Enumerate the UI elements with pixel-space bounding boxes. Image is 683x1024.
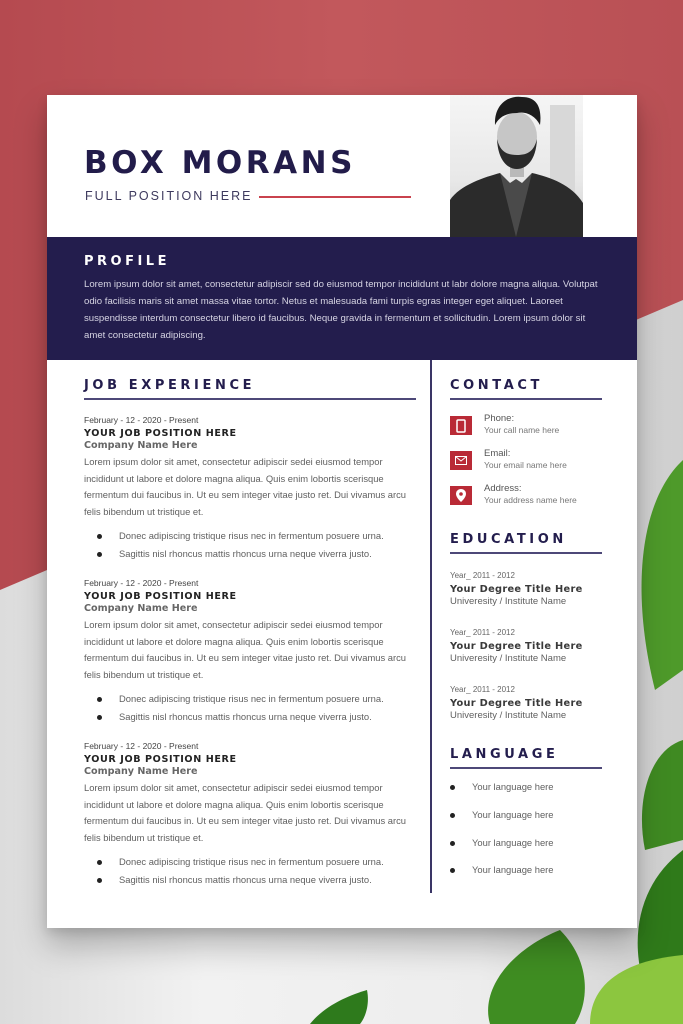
job-entry — [84, 741, 416, 889]
person-portrait-icon — [450, 95, 583, 237]
education-degree: Your Degree Title Here — [450, 641, 583, 652]
language-item: Your language here — [450, 836, 602, 850]
education-institution: Univeresity / Institute Name — [450, 710, 567, 721]
job-bullet: Donec adipiscing tristique risus nec in fermentum posuere urna. — [84, 853, 416, 871]
job-bullet: Sagittis nisl rhoncus mattis rhoncus urna neque viverra justo. — [84, 871, 416, 889]
language-list — [450, 780, 602, 877]
job-bullet: Sagittis nisl rhoncus mattis rhoncus urna neque viverra justo. — [84, 708, 416, 726]
education-degree: Your Degree Title Here — [450, 584, 583, 595]
education-section — [450, 532, 602, 721]
education-year: Year_ 2011 - 2012 — [450, 685, 515, 694]
education-entry — [450, 628, 602, 664]
contact-label: Phone: — [484, 413, 515, 424]
email-icon — [450, 451, 472, 470]
contact-heading: CONTACT — [450, 378, 602, 400]
job-bullets — [84, 527, 416, 563]
profile-photo — [450, 95, 583, 237]
job-entry — [84, 578, 416, 726]
job-date: February - 12 - 2020 - Present — [84, 415, 199, 425]
education-entry — [450, 685, 602, 721]
job-bullets — [84, 690, 416, 726]
contact-address — [450, 483, 602, 505]
language-item: Your language here — [450, 780, 602, 794]
candidate-position: FULL POSITION HERE — [85, 189, 253, 203]
experience-section — [84, 378, 416, 889]
language-heading: LANGUAGE — [450, 747, 602, 769]
education-entry — [450, 571, 602, 607]
job-title: YOUR JOB POSITION HERE — [84, 428, 237, 439]
job-description: Lorem ipsum dolor sit amet, consectetur adipiscir sedei eiusmod tempor incididunt ut labore et dolore magna aliqua. Quis enim lobortis scerisque fermentum dui faucibus in. Ut eu sem integer vitae justo ret. Dui vivamus arcu felis bibendum ut tristique et. — [84, 456, 407, 517]
education-year: Year_ 2011 - 2012 — [450, 628, 515, 637]
job-bullet: Donec adipiscing tristique risus nec in fermentum posuere urna. — [84, 690, 416, 708]
job-description: Lorem ipsum dolor sit amet, consectetur adipiscir sedei eiusmod tempor incididunt ut labore et dolore magna aliqua. Quis enim lobortis scerisque fermentum dui faucibus in. Ut eu sem integer vitae justo ret. Dui vivamus arcu felis bibendum ut tristique et. — [84, 782, 407, 843]
job-entry — [84, 415, 416, 563]
language-item: Your language here — [450, 808, 602, 822]
resume-page — [47, 95, 637, 928]
location-pin-icon — [450, 486, 472, 505]
job-date: February - 12 - 2020 - Present — [84, 578, 199, 588]
profile-text: Lorem ipsum dolor sit amet, consectetur adipiscir sed do eiusmod tempor incididunt ut labr dolore magna aliqua. Volutpat odio facilisis maris sit amet massa vitae tortor. Netus et malesuada fami turpis egras integer eget aliquet. Laoreet suspendisse interdum consectetur libero id faucibus. Neque gravida in fermentum et sollicitudin. Lorem ipsum dolor sit amet consectetur adipiscing. — [84, 279, 598, 341]
experience-heading: JOB EXPERIENCE — [84, 378, 416, 400]
education-year: Year_ 2011 - 2012 — [450, 571, 515, 580]
position-accent-line — [259, 196, 411, 198]
leaf-decoration-icon — [305, 990, 375, 1024]
job-bullets — [84, 853, 416, 889]
contact-email — [450, 448, 602, 470]
contact-label: Email: — [484, 448, 511, 459]
contact-label: Address: — [484, 483, 522, 494]
profile-section — [47, 237, 637, 360]
job-title: YOUR JOB POSITION HERE — [84, 591, 237, 602]
resume-header — [47, 95, 637, 237]
sidebar-column — [450, 378, 602, 891]
job-title: YOUR JOB POSITION HERE — [84, 754, 237, 765]
contact-value: Your call name here — [484, 425, 560, 435]
job-company: Company Name Here — [84, 603, 198, 614]
contact-value: Your address name here — [484, 495, 577, 505]
leaf-decoration-icon — [480, 930, 683, 1024]
contact-phone — [450, 413, 602, 435]
job-company: Company Name Here — [84, 440, 198, 451]
job-company: Company Name Here — [84, 766, 198, 777]
education-degree: Your Degree Title Here — [450, 698, 583, 709]
contact-section — [450, 378, 602, 505]
language-item: Your language here — [450, 863, 602, 877]
education-institution: Univeresity / Institute Name — [450, 653, 567, 664]
job-bullet: Donec adipiscing tristique risus nec in fermentum posuere urna. — [84, 527, 416, 545]
job-date: February - 12 - 2020 - Present — [84, 741, 199, 751]
column-divider — [430, 360, 432, 893]
education-heading: EDUCATION — [450, 532, 602, 554]
job-bullet: Sagittis nisl rhoncus mattis rhoncus urna neque viverra justo. — [84, 545, 416, 563]
phone-icon — [450, 416, 472, 435]
candidate-name: BOX MORANS — [84, 145, 356, 181]
contact-value: Your email name here — [484, 460, 567, 470]
profile-heading: PROFILE — [84, 254, 170, 269]
language-section — [450, 747, 602, 877]
education-institution: Univeresity / Institute Name — [450, 596, 567, 607]
job-description: Lorem ipsum dolor sit amet, consectetur adipiscir sedei eiusmod tempor incididunt ut labore et dolore magna aliqua. Quis enim lobortis scerisque fermentum dui faucibus in. Ut eu sem integer vitae justo ret. Dui vivamus arcu felis bibendum ut tristique et. — [84, 619, 407, 680]
